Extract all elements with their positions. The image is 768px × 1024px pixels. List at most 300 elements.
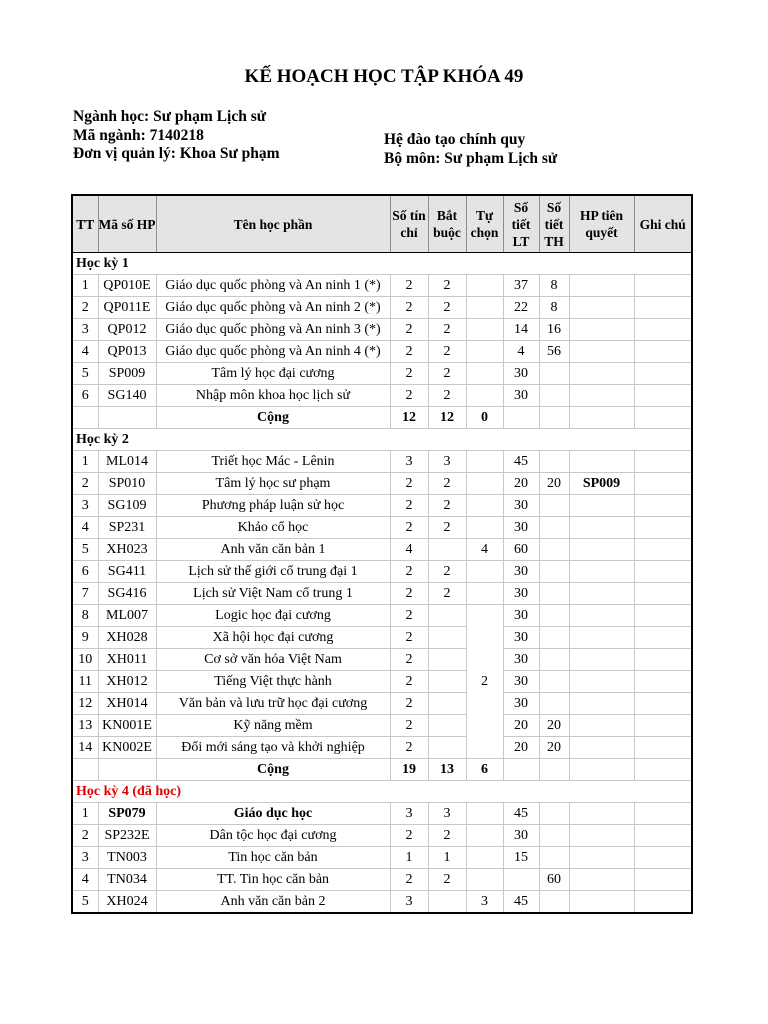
cell-credits: 2 bbox=[390, 869, 428, 891]
cell-theory-hours: 30 bbox=[503, 649, 539, 671]
cell-required: 2 bbox=[428, 869, 466, 891]
cell-index: 12 bbox=[72, 693, 98, 715]
cell-required bbox=[428, 627, 466, 649]
cell-practice-hours bbox=[539, 693, 569, 715]
cell-prerequisite bbox=[569, 319, 634, 341]
cell-notes bbox=[634, 385, 692, 407]
cell-empty bbox=[98, 407, 156, 429]
cell-notes bbox=[634, 319, 692, 341]
cell-elective bbox=[466, 803, 503, 825]
cell-theory-hours: 20 bbox=[503, 737, 539, 759]
cell-course-name: Văn bản và lưu trữ học đại cương bbox=[156, 693, 390, 715]
cell-course-name: Kỹ năng mềm bbox=[156, 715, 390, 737]
cell-notes bbox=[634, 869, 692, 891]
cell-practice-hours bbox=[539, 825, 569, 847]
cell-practice-hours bbox=[539, 495, 569, 517]
cell-practice-hours bbox=[539, 627, 569, 649]
cell-course-name: Giáo dục quốc phòng và An ninh 3 (*) bbox=[156, 319, 390, 341]
total-credits: 12 bbox=[390, 407, 428, 429]
cell-index: 2 bbox=[72, 825, 98, 847]
cell-course-code: XH011 bbox=[98, 649, 156, 671]
cell-index: 5 bbox=[72, 539, 98, 561]
cell-prerequisite bbox=[569, 825, 634, 847]
table-row bbox=[72, 627, 692, 649]
cell-course-name: Anh văn căn bản 2 bbox=[156, 891, 390, 914]
cell-course-name: Xã hội học đại cương bbox=[156, 627, 390, 649]
cell-practice-hours: 20 bbox=[539, 715, 569, 737]
cell-course-name: Giáo dục học bbox=[156, 803, 390, 825]
cell-prerequisite bbox=[569, 671, 634, 693]
table-row bbox=[72, 319, 692, 341]
table-row bbox=[72, 561, 692, 583]
cell-index: 14 bbox=[72, 737, 98, 759]
cell-course-code: XH028 bbox=[98, 627, 156, 649]
cell-course-code: XH012 bbox=[98, 671, 156, 693]
cell-course-name: Giáo dục quốc phòng và An ninh 1 (*) bbox=[156, 275, 390, 297]
cell-required bbox=[428, 737, 466, 759]
cell-practice-hours bbox=[539, 561, 569, 583]
cell-course-name: Giáo dục quốc phòng và An ninh 2 (*) bbox=[156, 297, 390, 319]
cell-practice-hours bbox=[539, 605, 569, 627]
cell-required: 2 bbox=[428, 363, 466, 385]
cell-theory-hours: 30 bbox=[503, 583, 539, 605]
cell-credits: 2 bbox=[390, 517, 428, 539]
cell-elective bbox=[466, 341, 503, 363]
cell-course-name: Đổi mới sáng tạo và khởi nghiệp bbox=[156, 737, 390, 759]
cell-index: 13 bbox=[72, 715, 98, 737]
header-practice-hours: Số tiết TH bbox=[539, 195, 569, 253]
cell-course-code: QP010E bbox=[98, 275, 156, 297]
cell-prerequisite bbox=[569, 275, 634, 297]
cell-required: 1 bbox=[428, 847, 466, 869]
cell-notes bbox=[634, 341, 692, 363]
cell-prerequisite bbox=[569, 715, 634, 737]
cell-empty bbox=[72, 407, 98, 429]
cell-index: 9 bbox=[72, 627, 98, 649]
cell-credits: 2 bbox=[390, 385, 428, 407]
program-info-right bbox=[384, 131, 557, 168]
cell-empty bbox=[539, 759, 569, 781]
cell-notes bbox=[634, 495, 692, 517]
program-info-left bbox=[73, 108, 280, 164]
cell-practice-hours bbox=[539, 891, 569, 914]
table-row bbox=[72, 803, 692, 825]
study-plan-table bbox=[71, 194, 693, 914]
table-row bbox=[72, 671, 692, 693]
table-row bbox=[72, 583, 692, 605]
cell-theory-hours: 20 bbox=[503, 715, 539, 737]
total-row bbox=[72, 407, 692, 429]
cell-course-name: Giáo dục quốc phòng và An ninh 4 (*) bbox=[156, 341, 390, 363]
cell-required bbox=[428, 693, 466, 715]
cell-empty bbox=[72, 759, 98, 781]
total-label: Cộng bbox=[156, 407, 390, 429]
cell-elective bbox=[466, 583, 503, 605]
semester-label: Học kỳ 2 bbox=[72, 429, 692, 451]
table-row bbox=[72, 825, 692, 847]
cell-practice-hours: 60 bbox=[539, 869, 569, 891]
cell-theory-hours: 37 bbox=[503, 275, 539, 297]
cell-course-code: SP010 bbox=[98, 473, 156, 495]
cell-elective bbox=[466, 847, 503, 869]
cell-index: 8 bbox=[72, 605, 98, 627]
table-row bbox=[72, 693, 692, 715]
cell-practice-hours bbox=[539, 451, 569, 473]
cell-theory-hours: 30 bbox=[503, 693, 539, 715]
cell-course-code: SG416 bbox=[98, 583, 156, 605]
semester-label: Học kỳ 4 (đã học) bbox=[72, 781, 692, 803]
cell-elective bbox=[466, 473, 503, 495]
major-code: Mã ngành: 7140218 bbox=[73, 126, 204, 144]
cell-notes bbox=[634, 561, 692, 583]
cell-required: 2 bbox=[428, 495, 466, 517]
cell-theory-hours: 20 bbox=[503, 473, 539, 495]
cell-theory-hours: 30 bbox=[503, 495, 539, 517]
cell-prerequisite bbox=[569, 649, 634, 671]
cell-course-code: SP232E bbox=[98, 825, 156, 847]
cell-prerequisite bbox=[569, 451, 634, 473]
cell-credits: 2 bbox=[390, 715, 428, 737]
cell-prerequisite bbox=[569, 693, 634, 715]
cell-prerequisite bbox=[569, 627, 634, 649]
cell-elective bbox=[466, 297, 503, 319]
semester-header-row bbox=[72, 781, 692, 803]
cell-index: 6 bbox=[72, 561, 98, 583]
table-row bbox=[72, 363, 692, 385]
cell-credits: 2 bbox=[390, 627, 428, 649]
cell-practice-hours bbox=[539, 385, 569, 407]
cell-credits: 2 bbox=[390, 561, 428, 583]
cell-required: 2 bbox=[428, 583, 466, 605]
cell-elective-merged: 2 bbox=[466, 605, 503, 759]
cell-course-name: Cơ sở văn hóa Việt Nam bbox=[156, 649, 390, 671]
cell-course-code: QP012 bbox=[98, 319, 156, 341]
cell-course-code: XH023 bbox=[98, 539, 156, 561]
cell-elective bbox=[466, 869, 503, 891]
total-elective: 0 bbox=[466, 407, 503, 429]
cell-practice-hours: 20 bbox=[539, 737, 569, 759]
header-tt: TT bbox=[72, 195, 98, 253]
cell-index: 6 bbox=[72, 385, 98, 407]
cell-notes bbox=[634, 715, 692, 737]
cell-course-name: Lịch sử Việt Nam cổ trung 1 bbox=[156, 583, 390, 605]
cell-credits: 3 bbox=[390, 803, 428, 825]
cell-index: 2 bbox=[72, 473, 98, 495]
cell-prerequisite bbox=[569, 737, 634, 759]
table-row bbox=[72, 737, 692, 759]
cell-prerequisite bbox=[569, 297, 634, 319]
table-row bbox=[72, 275, 692, 297]
total-elective: 6 bbox=[466, 759, 503, 781]
table-row bbox=[72, 341, 692, 363]
cell-required bbox=[428, 891, 466, 914]
cell-notes bbox=[634, 671, 692, 693]
cell-empty bbox=[634, 407, 692, 429]
table-row bbox=[72, 869, 692, 891]
cell-notes bbox=[634, 473, 692, 495]
cell-credits: 2 bbox=[390, 583, 428, 605]
cell-credits: 2 bbox=[390, 319, 428, 341]
cell-index: 3 bbox=[72, 847, 98, 869]
cell-course-name: TT. Tin học căn bản bbox=[156, 869, 390, 891]
semester-header-row bbox=[72, 253, 692, 275]
cell-course-name: Khảo cổ học bbox=[156, 517, 390, 539]
table-row bbox=[72, 847, 692, 869]
cell-credits: 2 bbox=[390, 693, 428, 715]
cell-credits: 3 bbox=[390, 451, 428, 473]
table-row bbox=[72, 451, 692, 473]
table-row bbox=[72, 715, 692, 737]
cell-credits: 2 bbox=[390, 275, 428, 297]
cell-credits: 2 bbox=[390, 605, 428, 627]
cell-required: 2 bbox=[428, 825, 466, 847]
cell-index: 5 bbox=[72, 363, 98, 385]
cell-credits: 2 bbox=[390, 495, 428, 517]
cell-theory-hours: 30 bbox=[503, 671, 539, 693]
cell-elective bbox=[466, 495, 503, 517]
cell-notes bbox=[634, 297, 692, 319]
cell-empty bbox=[503, 759, 539, 781]
table-row bbox=[72, 385, 692, 407]
cell-required bbox=[428, 649, 466, 671]
cell-theory-hours: 45 bbox=[503, 803, 539, 825]
cell-course-code: XH024 bbox=[98, 891, 156, 914]
cell-prerequisite bbox=[569, 583, 634, 605]
cell-course-code: SP009 bbox=[98, 363, 156, 385]
cell-elective bbox=[466, 385, 503, 407]
training-type: Hệ đào tạo chính quy bbox=[384, 131, 526, 148]
cell-credits: 2 bbox=[390, 649, 428, 671]
cell-course-name: Phương pháp luận sử học bbox=[156, 495, 390, 517]
cell-practice-hours bbox=[539, 803, 569, 825]
header-course-code: Mã số HP bbox=[98, 195, 156, 253]
cell-index: 10 bbox=[72, 649, 98, 671]
cell-notes bbox=[634, 847, 692, 869]
cell-theory-hours: 30 bbox=[503, 363, 539, 385]
cell-index: 7 bbox=[72, 583, 98, 605]
cell-theory-hours: 22 bbox=[503, 297, 539, 319]
cell-notes bbox=[634, 363, 692, 385]
cell-required: 2 bbox=[428, 297, 466, 319]
cell-empty bbox=[98, 759, 156, 781]
cell-required bbox=[428, 605, 466, 627]
cell-practice-hours bbox=[539, 363, 569, 385]
cell-required: 2 bbox=[428, 473, 466, 495]
cell-theory-hours: 30 bbox=[503, 605, 539, 627]
cell-practice-hours bbox=[539, 583, 569, 605]
cell-elective bbox=[466, 319, 503, 341]
cell-course-name: Nhập môn khoa học lịch sử bbox=[156, 385, 390, 407]
cell-index: 2 bbox=[72, 297, 98, 319]
cell-required: 2 bbox=[428, 385, 466, 407]
table-row bbox=[72, 517, 692, 539]
total-required: 12 bbox=[428, 407, 466, 429]
cell-notes bbox=[634, 803, 692, 825]
cell-theory-hours: 4 bbox=[503, 341, 539, 363]
cell-theory-hours: 30 bbox=[503, 825, 539, 847]
cell-course-code: SG140 bbox=[98, 385, 156, 407]
page-title: KẾ HOẠCH HỌC TẬP KHÓA 49 bbox=[244, 66, 524, 87]
cell-notes bbox=[634, 451, 692, 473]
cell-practice-hours: 16 bbox=[539, 319, 569, 341]
total-credits: 19 bbox=[390, 759, 428, 781]
cell-practice-hours: 8 bbox=[539, 275, 569, 297]
cell-required bbox=[428, 539, 466, 561]
cell-notes bbox=[634, 539, 692, 561]
cell-notes bbox=[634, 825, 692, 847]
cell-practice-hours: 8 bbox=[539, 297, 569, 319]
cell-prerequisite bbox=[569, 869, 634, 891]
total-required: 13 bbox=[428, 759, 466, 781]
header-elective: Tự chọn bbox=[466, 195, 503, 253]
cell-prerequisite bbox=[569, 385, 634, 407]
cell-course-code: SP231 bbox=[98, 517, 156, 539]
cell-course-code: QP011E bbox=[98, 297, 156, 319]
cell-course-code: SG411 bbox=[98, 561, 156, 583]
cell-course-code: ML007 bbox=[98, 605, 156, 627]
cell-course-code: QP013 bbox=[98, 341, 156, 363]
header-prerequisite: HP tiên quyết bbox=[569, 195, 634, 253]
cell-credits: 2 bbox=[390, 825, 428, 847]
cell-practice-hours bbox=[539, 671, 569, 693]
cell-index: 11 bbox=[72, 671, 98, 693]
cell-notes bbox=[634, 649, 692, 671]
cell-credits: 3 bbox=[390, 891, 428, 914]
cell-prerequisite bbox=[569, 803, 634, 825]
cell-notes bbox=[634, 517, 692, 539]
table-row bbox=[72, 495, 692, 517]
cell-prerequisite bbox=[569, 847, 634, 869]
cell-notes bbox=[634, 737, 692, 759]
table-row bbox=[72, 649, 692, 671]
cell-theory-hours: 30 bbox=[503, 517, 539, 539]
cell-course-code: TN034 bbox=[98, 869, 156, 891]
table-row bbox=[72, 297, 692, 319]
cell-elective bbox=[466, 363, 503, 385]
cell-theory-hours: 45 bbox=[503, 891, 539, 914]
semester-header-row bbox=[72, 429, 692, 451]
cell-notes bbox=[634, 583, 692, 605]
cell-credits: 2 bbox=[390, 341, 428, 363]
header-theory-hours: Số tiết LT bbox=[503, 195, 539, 253]
cell-prerequisite bbox=[569, 891, 634, 914]
cell-empty bbox=[569, 759, 634, 781]
cell-course-name: Tiếng Việt thực hành bbox=[156, 671, 390, 693]
cell-elective bbox=[466, 561, 503, 583]
cell-prerequisite bbox=[569, 539, 634, 561]
cell-course-name: Dân tộc học đại cương bbox=[156, 825, 390, 847]
cell-prerequisite bbox=[569, 517, 634, 539]
total-row bbox=[72, 759, 692, 781]
cell-required: 2 bbox=[428, 275, 466, 297]
cell-index: 1 bbox=[72, 275, 98, 297]
cell-index: 5 bbox=[72, 891, 98, 914]
cell-course-name: Lịch sử thế giới cổ trung đại 1 bbox=[156, 561, 390, 583]
cell-empty bbox=[569, 407, 634, 429]
semester-label: Học kỳ 1 bbox=[72, 253, 692, 275]
cell-elective bbox=[466, 517, 503, 539]
table-header-row bbox=[72, 195, 692, 253]
cell-credits: 4 bbox=[390, 539, 428, 561]
cell-course-name: Logic học đại cương bbox=[156, 605, 390, 627]
cell-prerequisite bbox=[569, 341, 634, 363]
cell-practice-hours bbox=[539, 517, 569, 539]
cell-prerequisite bbox=[569, 561, 634, 583]
cell-course-name: Tin học căn bản bbox=[156, 847, 390, 869]
cell-course-code: TN003 bbox=[98, 847, 156, 869]
cell-prerequisite bbox=[569, 363, 634, 385]
cell-theory-hours: 30 bbox=[503, 561, 539, 583]
cell-theory-hours: 45 bbox=[503, 451, 539, 473]
cell-course-code: SP079 bbox=[98, 803, 156, 825]
cell-notes bbox=[634, 627, 692, 649]
table-row bbox=[72, 539, 692, 561]
cell-course-code: KN001E bbox=[98, 715, 156, 737]
cell-elective bbox=[466, 825, 503, 847]
cell-credits: 2 bbox=[390, 671, 428, 693]
cell-elective: 3 bbox=[466, 891, 503, 914]
cell-required: 2 bbox=[428, 341, 466, 363]
cell-credits: 2 bbox=[390, 737, 428, 759]
cell-course-code: XH014 bbox=[98, 693, 156, 715]
cell-credits: 2 bbox=[390, 363, 428, 385]
cell-practice-hours bbox=[539, 847, 569, 869]
cell-required bbox=[428, 715, 466, 737]
cell-prerequisite: SP009 bbox=[569, 473, 634, 495]
cell-credits: 2 bbox=[390, 297, 428, 319]
cell-theory-hours: 30 bbox=[503, 385, 539, 407]
cell-theory-hours: 30 bbox=[503, 627, 539, 649]
cell-course-name: Tâm lý học đại cương bbox=[156, 363, 390, 385]
cell-index: 1 bbox=[72, 803, 98, 825]
cell-empty bbox=[503, 407, 539, 429]
header-credits: Số tín chỉ bbox=[390, 195, 428, 253]
cell-prerequisite bbox=[569, 495, 634, 517]
table-row bbox=[72, 891, 692, 914]
cell-empty bbox=[634, 759, 692, 781]
cell-prerequisite bbox=[569, 605, 634, 627]
total-label: Cộng bbox=[156, 759, 390, 781]
header-notes: Ghi chú bbox=[634, 195, 692, 253]
cell-required: 2 bbox=[428, 319, 466, 341]
cell-index: 4 bbox=[72, 869, 98, 891]
cell-course-code: KN002E bbox=[98, 737, 156, 759]
cell-theory-hours: 60 bbox=[503, 539, 539, 561]
header-required: Bắt buộc bbox=[428, 195, 466, 253]
cell-required bbox=[428, 671, 466, 693]
cell-credits: 1 bbox=[390, 847, 428, 869]
cell-index: 3 bbox=[72, 495, 98, 517]
cell-notes bbox=[634, 693, 692, 715]
department: Bộ môn: Sư phạm Lịch sử bbox=[384, 149, 558, 167]
cell-index: 3 bbox=[72, 319, 98, 341]
cell-practice-hours bbox=[539, 539, 569, 561]
managing-unit: Đơn vị quản lý: Khoa Sư phạm bbox=[73, 145, 280, 162]
cell-theory-hours bbox=[503, 869, 539, 891]
cell-course-name: Triết học Mác - Lênin bbox=[156, 451, 390, 473]
cell-notes bbox=[634, 605, 692, 627]
major-label: Ngành học: Sư phạm Lịch sử bbox=[73, 108, 267, 125]
table-row bbox=[72, 605, 692, 627]
cell-notes bbox=[634, 275, 692, 297]
cell-course-name: Anh văn căn bản 1 bbox=[156, 539, 390, 561]
cell-notes bbox=[634, 891, 692, 914]
cell-practice-hours: 56 bbox=[539, 341, 569, 363]
cell-index: 4 bbox=[72, 517, 98, 539]
cell-practice-hours: 20 bbox=[539, 473, 569, 495]
cell-index: 4 bbox=[72, 341, 98, 363]
cell-theory-hours: 15 bbox=[503, 847, 539, 869]
